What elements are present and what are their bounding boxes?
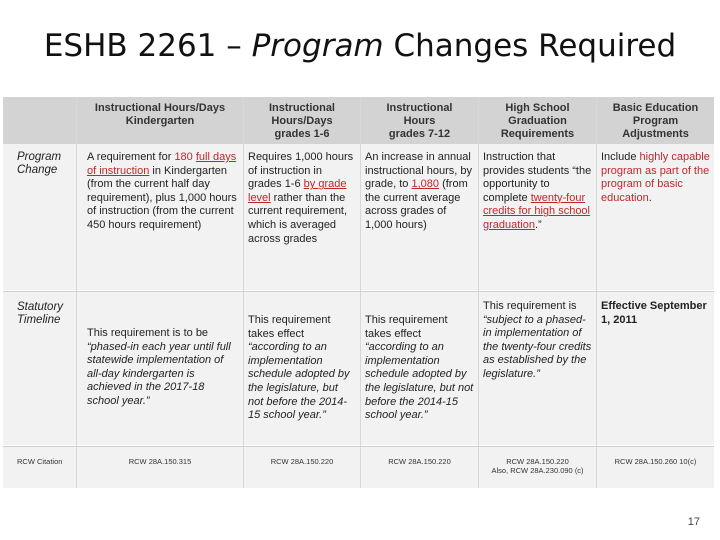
row-divider	[3, 446, 714, 447]
cite-hs: RCW 28A.150.220 Also, RCW 28A.230.090 (c)	[491, 457, 584, 475]
cite-kindergarten: RCW 28A.150.315	[128, 457, 192, 466]
cell-basic-timeline: Effective September 1, 2011	[601, 300, 707, 326]
requirements-table	[3, 97, 714, 488]
cell-grades-1-6-change: Requires 1,000 hours of instruction in grades 1-6 by grade level rather than the current requirement, which is averaged across grades	[248, 151, 354, 245]
header-grades-1-6: Instructional Hours/Days grades 1-6	[244, 97, 360, 144]
header-kindergarten: Instructional Hours/Days Kindergarten	[77, 97, 243, 144]
cell-grades-7-12-change: An increase in annual instructional hours, by grade, to 1,080 (from the current average across grades of 1,000 hours)	[365, 151, 472, 231]
cite-basic: RCW 28A.150.260 10(c)	[614, 457, 697, 466]
header-blank	[3, 97, 76, 144]
cell-hs-change: Instruction that provides students “the opportunity to complete twenty-four credits for high school graduation.”	[483, 151, 592, 231]
cite-grades-1-6: RCW 28A.150.220	[270, 457, 334, 466]
cell-grades-1-6-timeline: This requirement takes effect “according to an implementation schedule adopted by the legislature, but not before the 2014-15 school year.”	[248, 314, 350, 422]
row-label-program-change: Program Change	[17, 151, 62, 176]
column-divider	[76, 97, 77, 488]
header-grades-7-12: Instructional Hours grades 7-12	[361, 97, 478, 144]
row-label-rcw: RCW Citation	[17, 457, 63, 466]
cite-grades-7-12: RCW 28A.150.220	[388, 457, 451, 466]
row-label-timeline: Statutory Timeline	[17, 301, 64, 326]
header-basic-education: Basic Education Program Adjustments	[597, 97, 714, 144]
cell-hs-timeline: This requirement is “subject to a phased-in implementation of the twenty-four credits as established by the legislature.”	[483, 300, 592, 380]
cell-kindergarten-timeline: This requirement is to be “phased-in each year until full statewide implementation of all-day kindergarten is achieved in the 2017-18 school year.”	[87, 327, 231, 407]
row-band	[3, 447, 714, 488]
slide-title: ESHB 2261 – Program Changes Required	[43, 28, 677, 64]
cell-basic-change: Include highly capable program as part of the program of basic education.	[601, 151, 710, 204]
row-divider	[3, 291, 714, 292]
header-hs-graduation: High School Graduation Requirements	[479, 97, 596, 144]
cell-grades-7-12-timeline: This requirement takes effect “according to an implementation schedule adopted by the legislature, but not before the 2014-15 school year.”	[365, 314, 474, 422]
page-number: 17	[687, 516, 700, 528]
cell-kindergarten-change: A requirement for 180 full days of instruction in Kindergarten (from the current half day requirement), plus 1,000 hours of instruction (from the current 450 hours requirement)	[87, 151, 237, 231]
